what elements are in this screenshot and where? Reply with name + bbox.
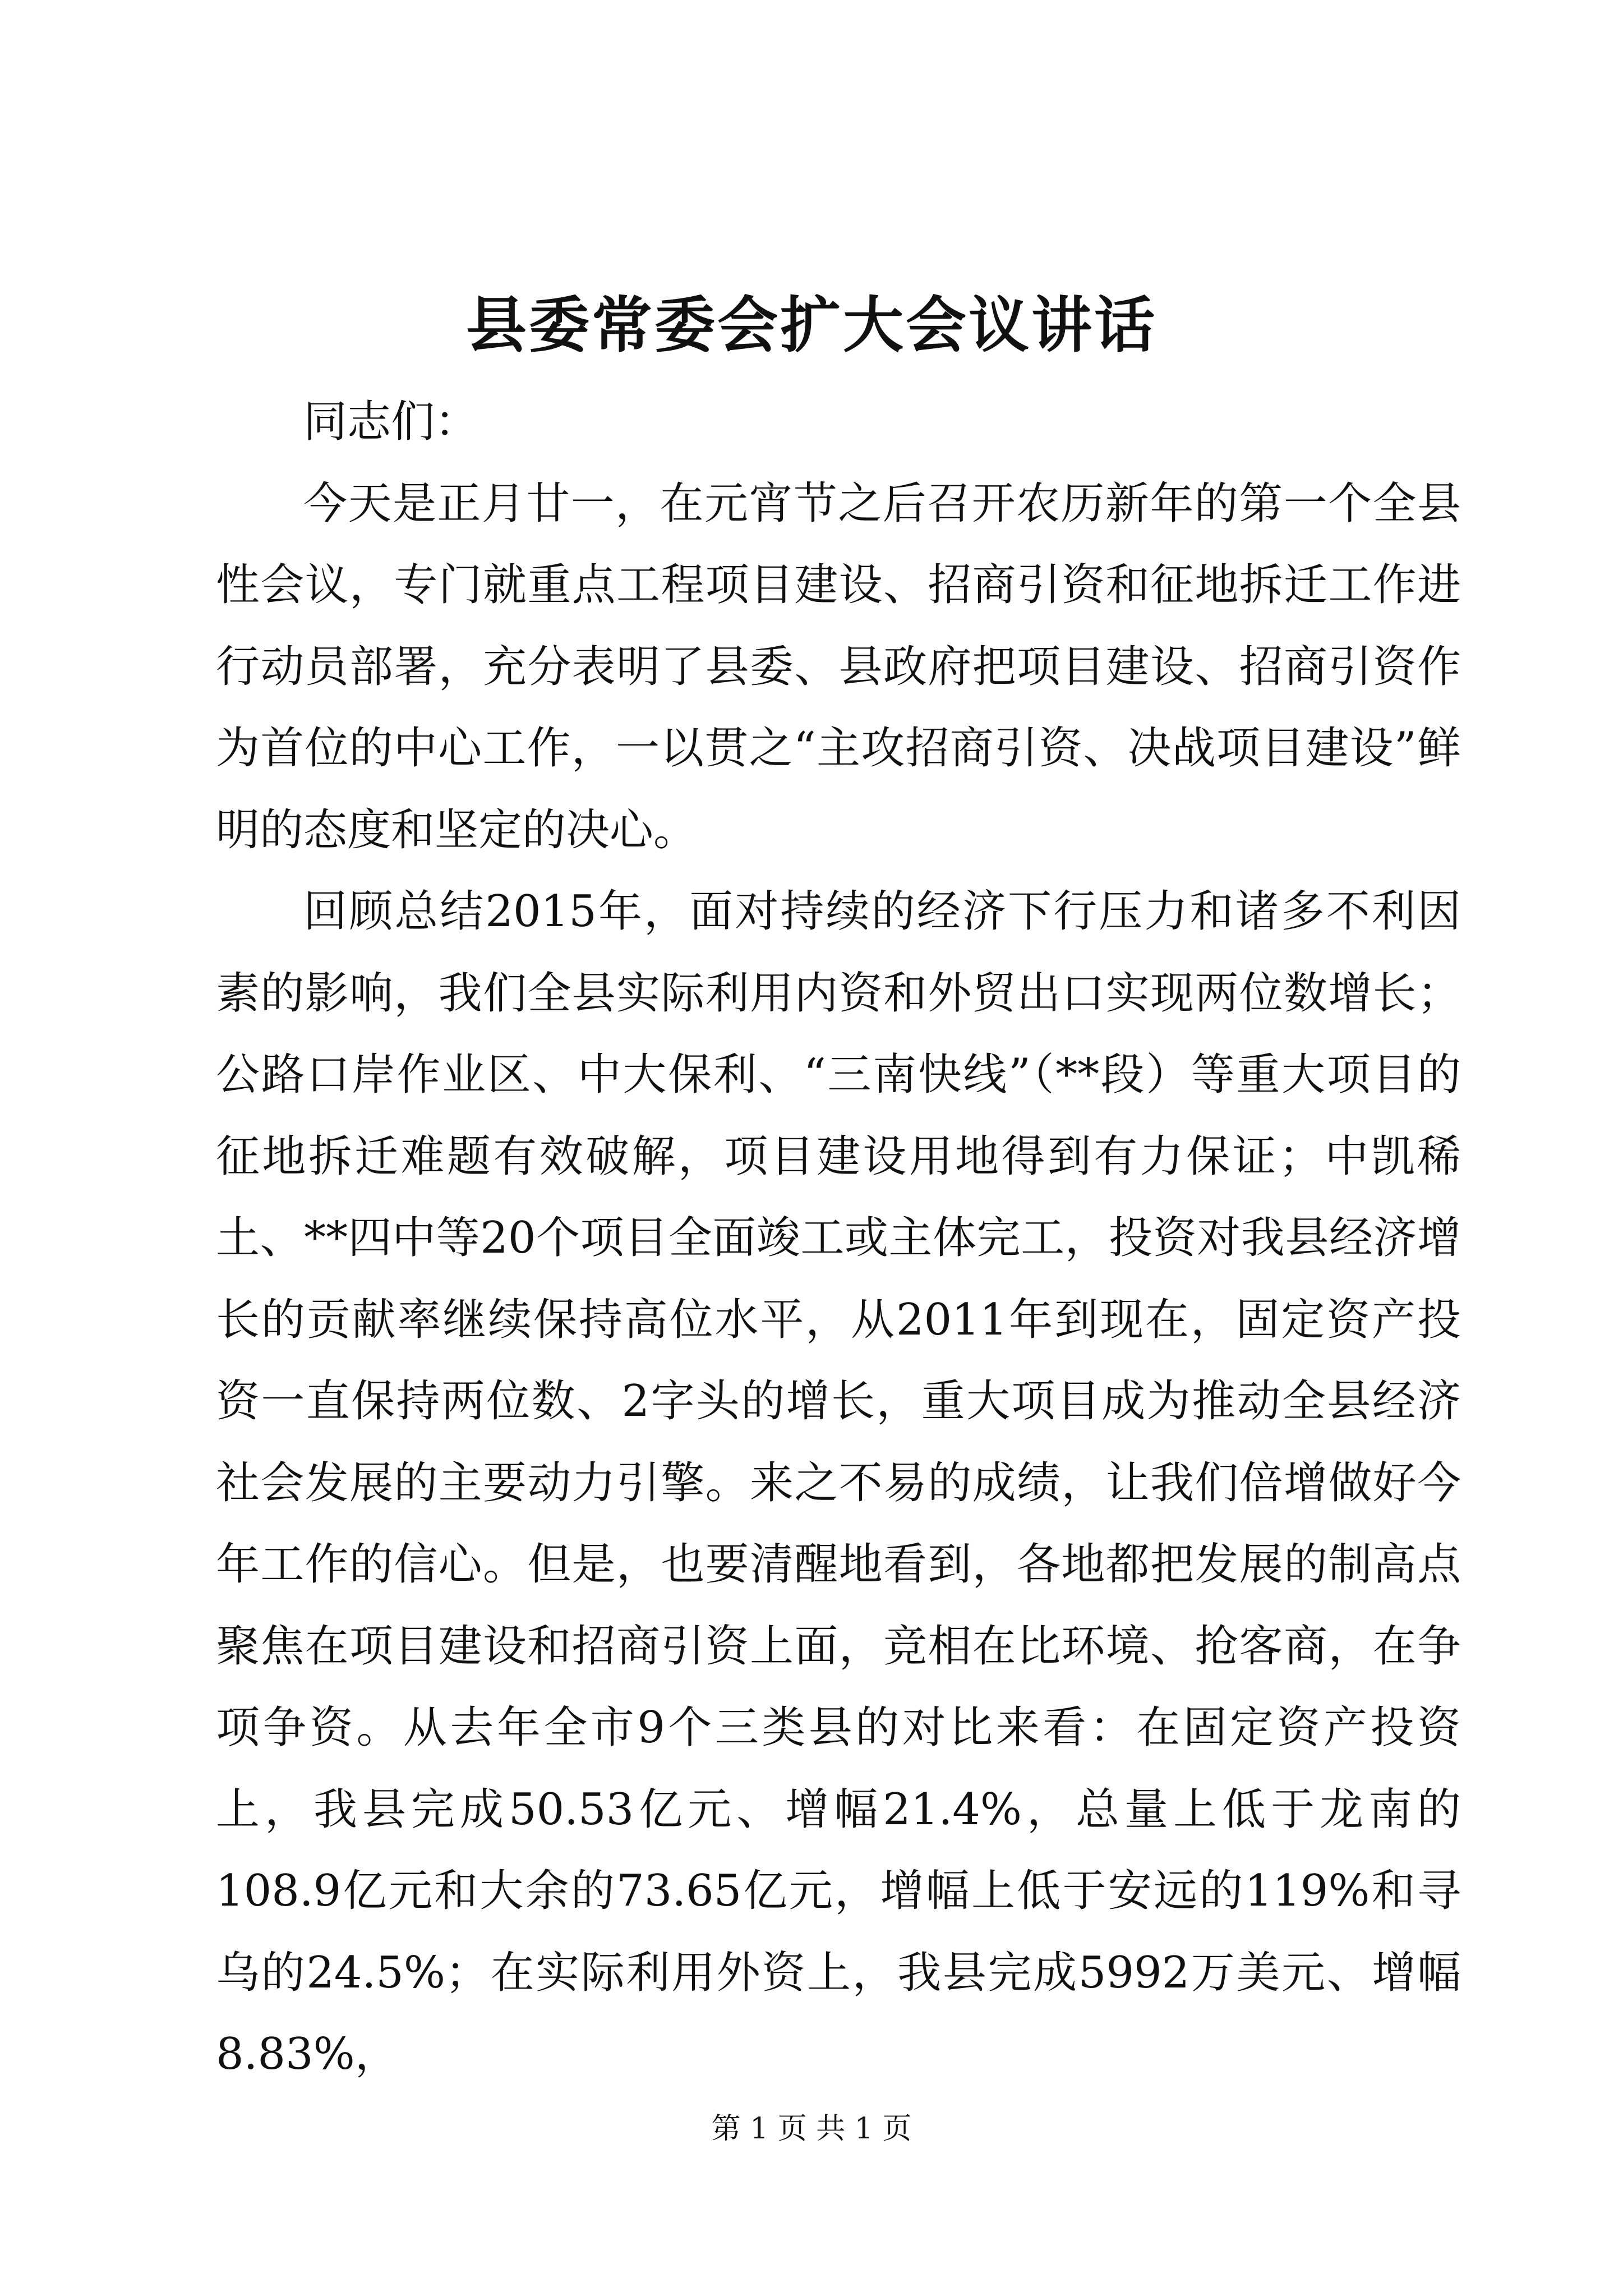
page-footer: 第 1 页 共 1 页	[711, 2112, 912, 2146]
salutation: 同志们：	[303, 397, 479, 447]
paragraph-review: 回顾总结2015年，面对持续的经济下行压力和诸多不利因素的影响，我们全县实际利用内资和外贸出口实现两位数增长；公路口岸作业区、中大保利、“三南快线”（**段）等重大项目的征地拆迁难题有效破解，项目建设用地得到有力保证；中凯稀土、**四中等20个项目全面竣工或主体完工，投资对我县经济增长的贡献率继续保持高位水平，从2011年到现在，固定资产投资一直保持两位数、2字头的增长，重大项目成为推动全县经济社会发展的主要动力引擎。来之不易的成绩，让我们倍增做好今年工作的信心。但是，也要清醒地看到，各地都把发展的制高点聚焦在项目建设和招商引资上面，竞相在比环境、抢客商，在争项争资。从去年全市9个三类县的对比来看：在固定资产投资上，我县完成50.53亿元、增幅21.4%，总量上低于龙南的108.9亿元和大余的73.65亿元，增幅上低于安远的119%和寻乌的24.5%；在实际利用外资上，我县完成5992万美元、增幅8.83%，	[216, 886, 1461, 2079]
document-title: 县委常委会扩大会议讲话	[465, 290, 1157, 361]
paragraph-intro: 今天是正月廿一，在元宵节之后召开农历新年的第一个全县性会议，专门就重点工程项目建设、招商引资和征地拆迁工作进行动员部署，充分表明了县委、县政府把项目建设、招商引资作为首位的中心工作，一以贯之“主攻招商引资、决战项目建设”鲜明的态度和坚定的决心。	[216, 478, 1461, 855]
document-body	[216, 381, 1461, 2096]
